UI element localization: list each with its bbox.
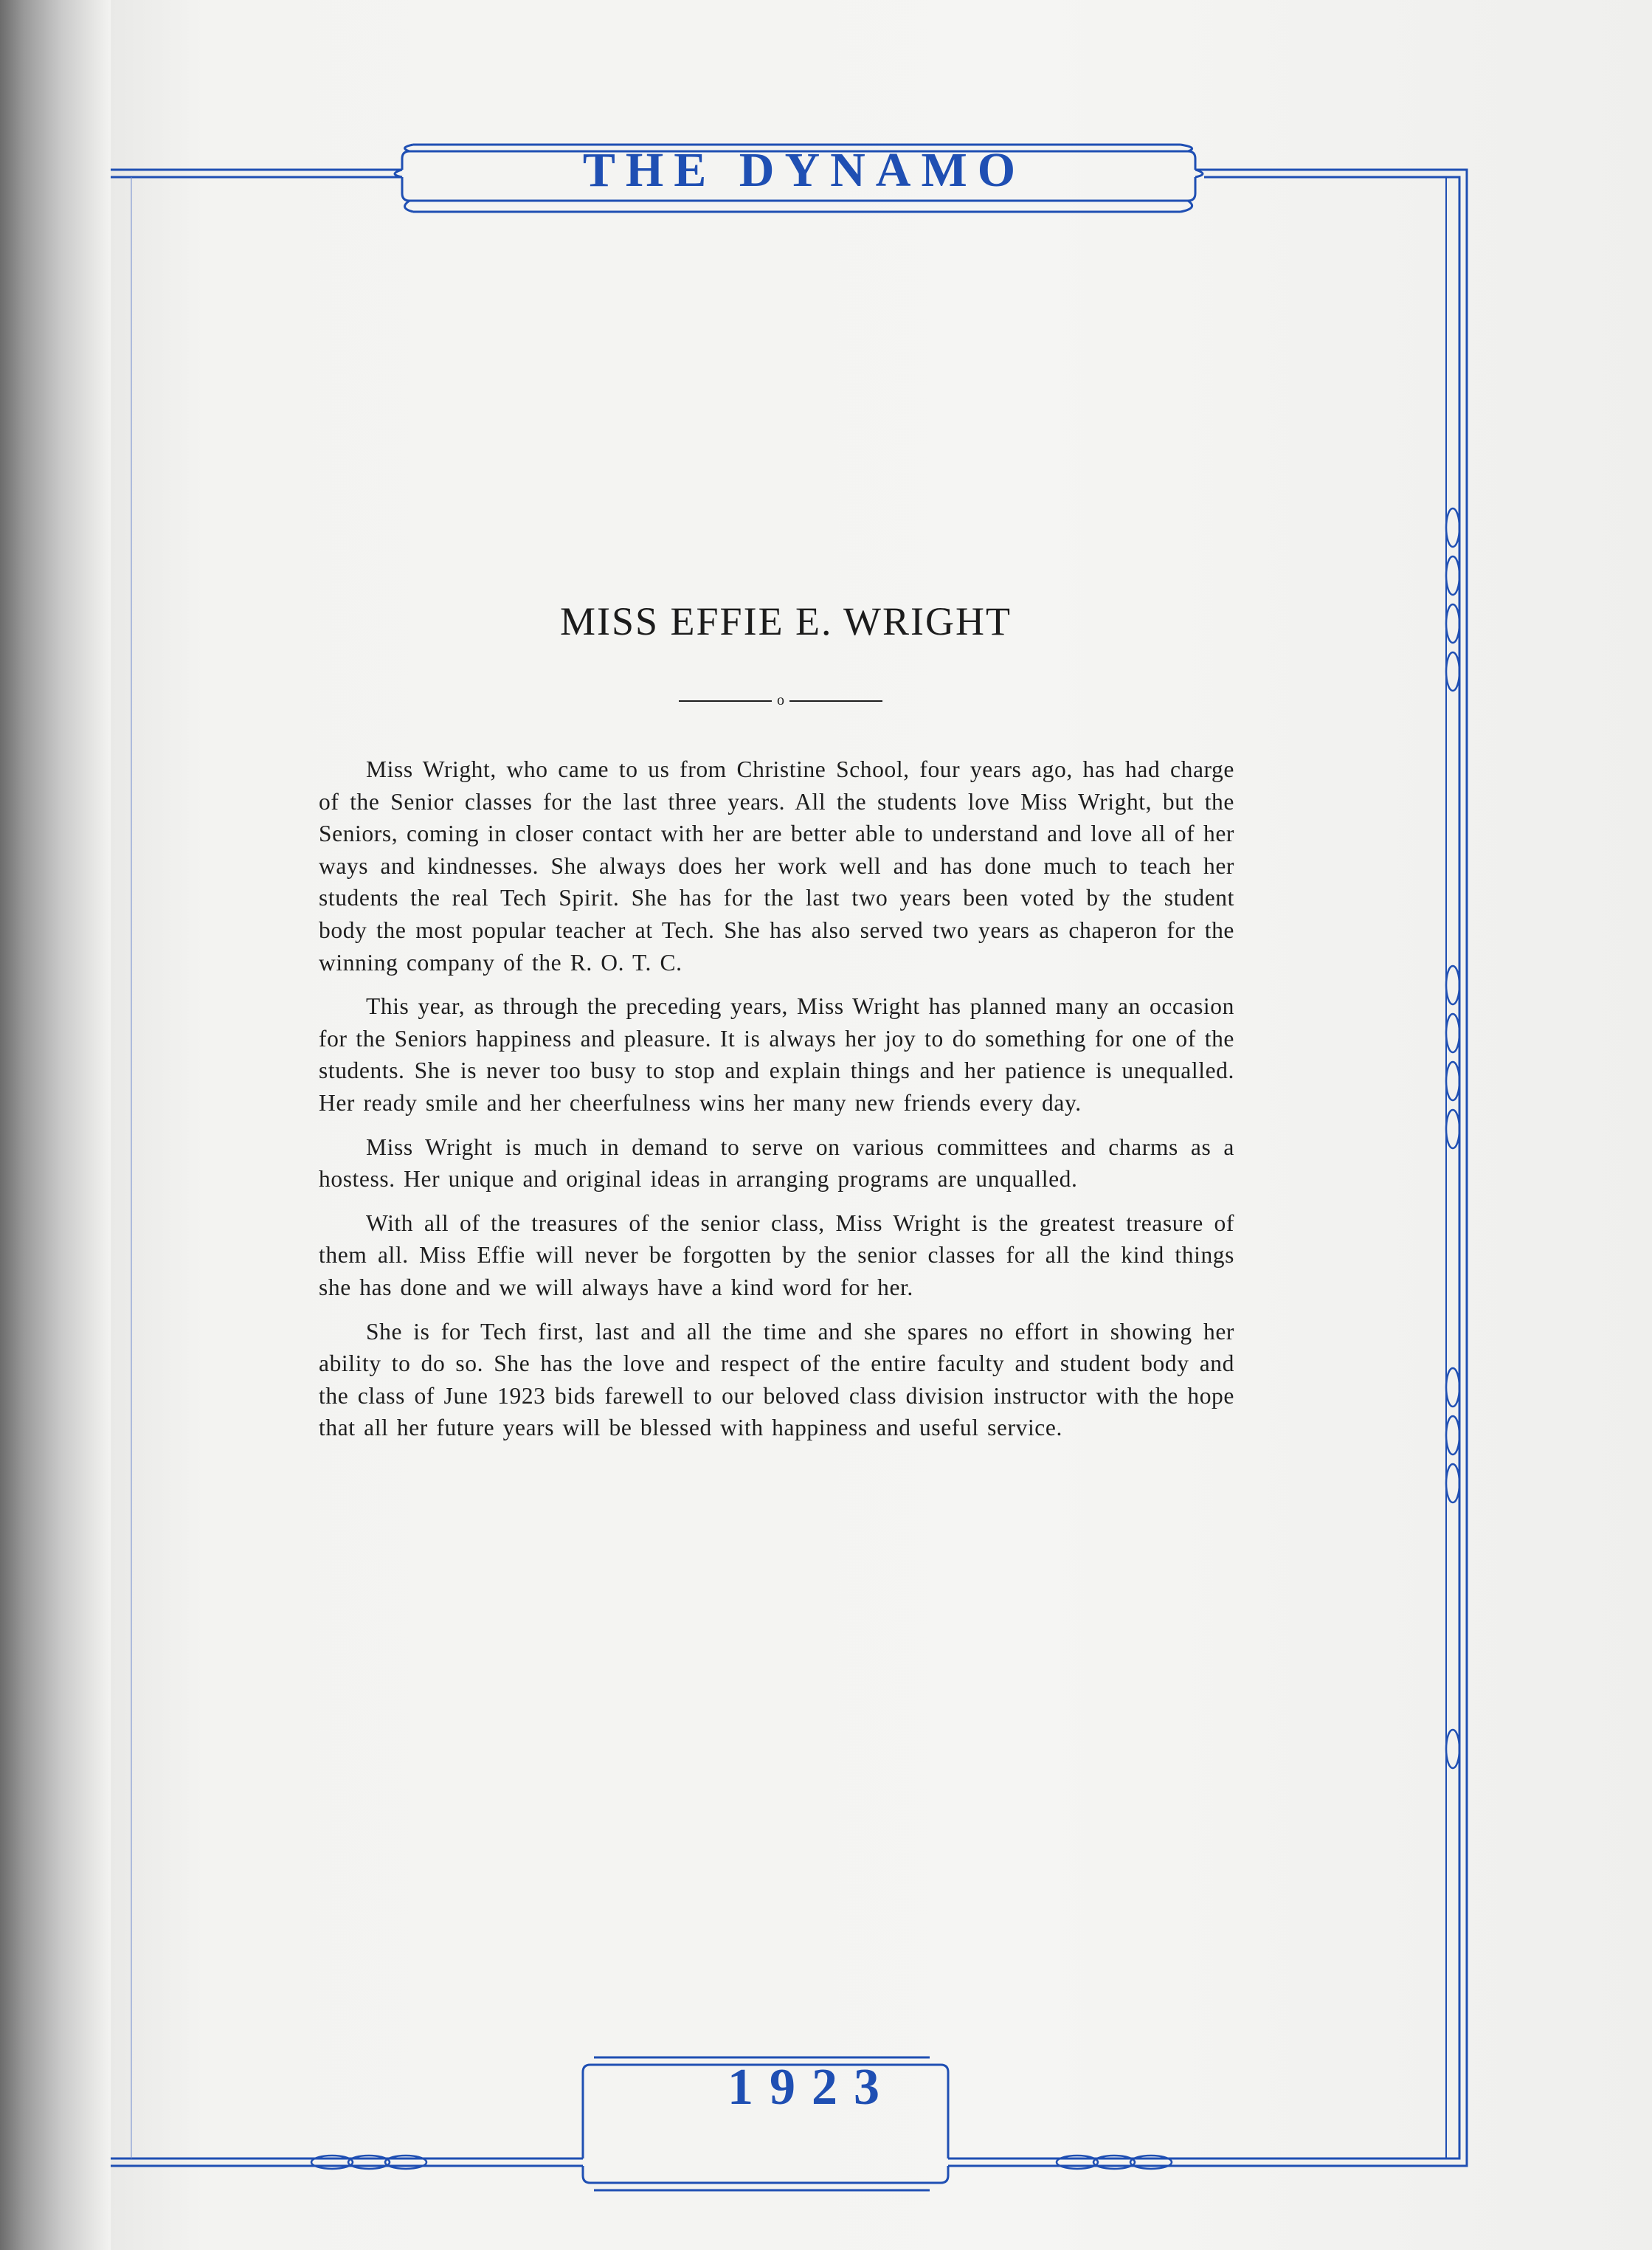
paragraph-2: This year, as through the preceding years, Miss Wright has planned many an occasion for the Seniors happiness and pleasure. It is always her joy to do something for one of the students. She is never too busy to stop and explain things and her patience is unequalled. Her ready smile and her cheerfulness wins her many new friends every day. <box>319 993 1234 1116</box>
title-separator <box>677 690 884 712</box>
paragraph-1: Miss Wright, who came to us from Christine School, four years ago, has had charge of the Senior classes for the last three years. All the students love Miss Wright, but the Seniors, coming in closer contact with her are better able to understand and love all of her ways and kindnesses. She always does her work well and has done much to teach her students the real Tech Spirit. She has for the last two years been voted by the student body the most popular teacher at Tech. She has also served two years as chaperon for the winning company of the R. O. T. C. <box>319 756 1234 976</box>
article-body <box>319 753 1234 1456</box>
separator-mark: o <box>777 692 784 708</box>
article-title: MISS EFFIE E. WRIGHT <box>559 599 1012 643</box>
yearbook-year: 1923 <box>727 2059 896 2116</box>
paragraph-4: With all of the treasures of the senior class, Miss Wright is the greatest treasure of them all. Miss Effie will never be forgotten by the senior classes for all the kind things she has done and we will always have a kind word for her. <box>319 1209 1234 1300</box>
paragraph-5: She is for Tech first, last and all the time and she spares no effort in showing her ability to do so. She has the love and respect of the entire faculty and student body and the class of June 1923 bids farewell to our beloved class division instructor with the hope that all her future years will be blessed with happiness and useful service. <box>319 1318 1234 1441</box>
paragraph-3: Miss Wright is much in demand to serve on various committees and charms as a hostess. Her unique and original ideas in arranging programs are unqualled. <box>319 1133 1234 1193</box>
yearbook-title: THE DYNAMO <box>582 143 1026 197</box>
leaf-ornaments-right <box>1446 508 1459 1768</box>
